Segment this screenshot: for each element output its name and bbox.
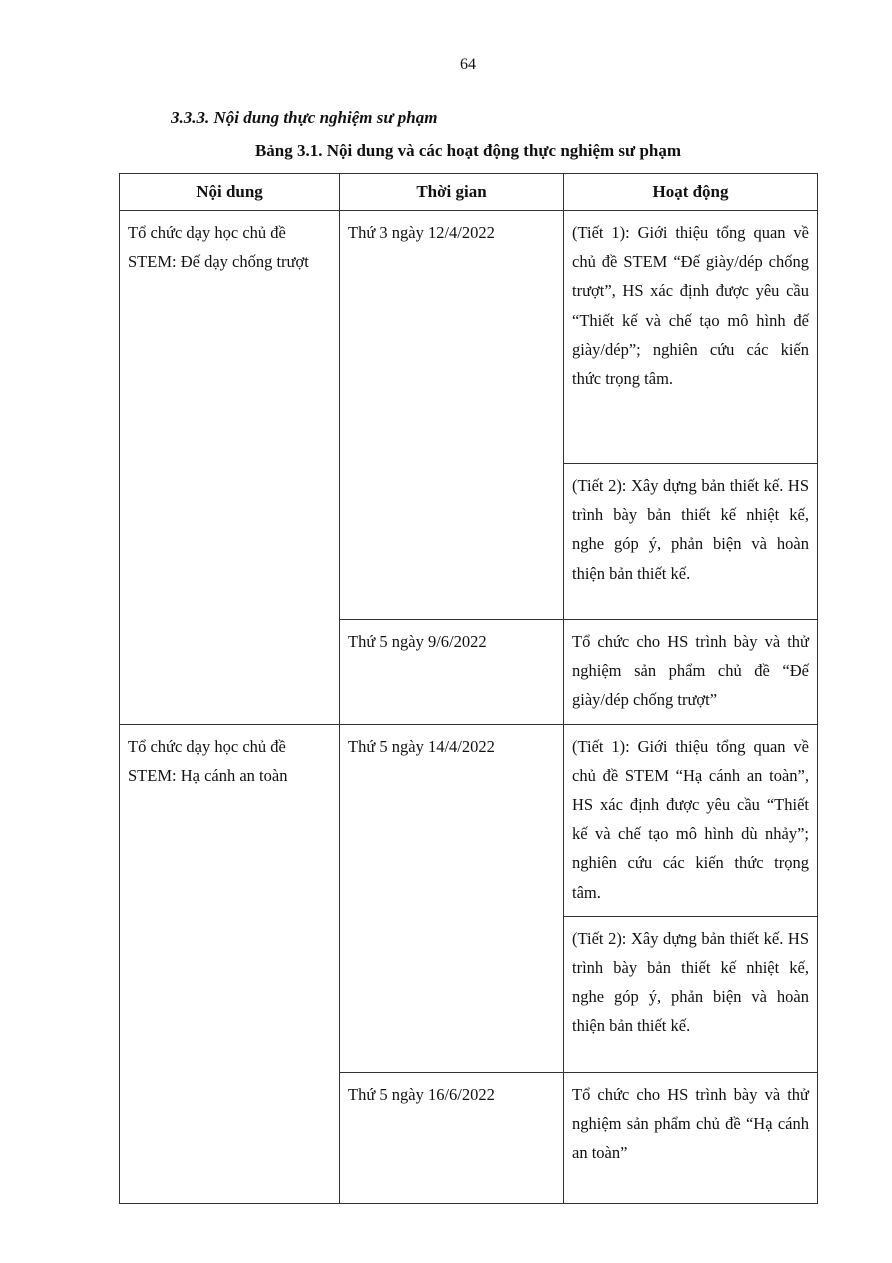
- page-number: 64: [460, 56, 476, 73]
- header-content: Nội dung: [120, 174, 340, 211]
- content-cell: [120, 211, 340, 725]
- section-title: 3.3.3. Nội dung thực nghiệm sư phạm: [171, 108, 438, 127]
- activity-cell: [564, 724, 818, 916]
- table-header-row: [120, 174, 818, 211]
- experiment-table: [119, 173, 818, 1204]
- time-cell: [340, 1072, 564, 1203]
- time-cell: [340, 620, 564, 725]
- time-cell: [340, 211, 564, 620]
- content-cell: [120, 724, 340, 1203]
- activity-text: Tổ chức cho HS trình bày và thử nghiệm sản phẩm chủ đề “Hạ cánh an toàn”: [572, 1084, 809, 1163]
- table-caption: Bảng 3.1. Nội dung và các hoạt động thực nghiệm sư phạm: [254, 141, 682, 160]
- activity-text: (Tiết 2): Xây dựng bản thiết kế. HS trình bày bản thiết kế nhiệt kế, nghe góp ý, phản biện và hoàn thiện bản thiết kế.: [572, 476, 809, 583]
- activity-cell: [564, 916, 818, 1072]
- time-text: Thứ 5 ngày 16/6/2022: [348, 1084, 495, 1104]
- content-text: Tổ chức dạy học chủ đề STEM: Hạ cánh an toàn: [128, 736, 288, 785]
- table-row: [120, 724, 818, 916]
- header-activity: Hoạt động: [564, 174, 818, 211]
- activity-cell: [564, 1072, 818, 1203]
- activity-text: (Tiết 1): Giới thiệu tổng quan về chủ đề STEM “Hạ cánh an toàn”, HS xác định được yêu cầu “Thiết kế và chế tạo mô hình dù nhảy”; nghiên cứu các kiến thức trọng tâm.: [572, 736, 809, 902]
- table-row: [120, 211, 818, 464]
- activity-cell: [564, 211, 818, 464]
- activity-cell: [564, 620, 818, 725]
- time-text: Thứ 5 ngày 9/6/2022: [348, 632, 487, 651]
- time-cell: [340, 724, 564, 1072]
- activity-text: (Tiết 2): Xây dựng bản thiết kế. HS trình bày bản thiết kế nhiệt kế, nghe góp ý, phản biện và hoàn thiện bản thiết kế.: [572, 928, 809, 1036]
- activity-cell: [564, 464, 818, 620]
- activity-text: (Tiết 1): Giới thiệu tổng quan về chủ đề STEM “Đế giày/dép chống trượt”, HS xác định được yêu cầu “Thiết kế và chế tạo mô hình đế giày/dép”; nghiên cứu các kiến thức trọng tâm.: [572, 223, 809, 389]
- header-time: Thời gian: [340, 174, 564, 211]
- activity-text: Tổ chức cho HS trình bày và thử nghiệm sản phẩm chủ đề “Đế giày/dép chống trượt”: [572, 632, 809, 710]
- content-text: Tổ chức dạy học chủ đề STEM: Đế dạy chống trượt: [128, 223, 309, 272]
- time-text: Thứ 5 ngày 14/4/2022: [348, 736, 495, 756]
- time-text: Thứ 3 ngày 12/4/2022: [348, 223, 495, 242]
